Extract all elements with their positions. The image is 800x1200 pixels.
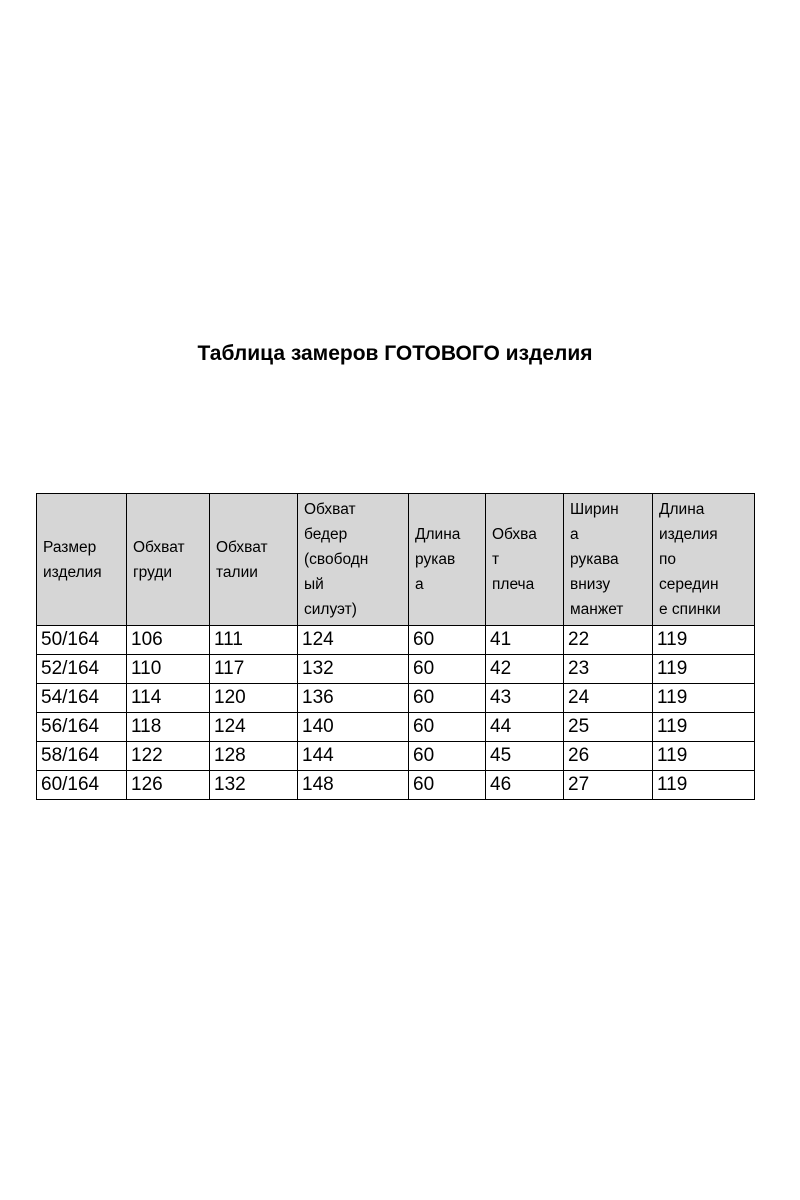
cell-shoulder: 42 [486, 655, 564, 684]
header-row [37, 494, 755, 626]
cell-back-length: 119 [653, 713, 755, 742]
cell-cuff-width: 23 [564, 655, 653, 684]
cell-waist: 132 [210, 771, 298, 800]
cell-chest: 126 [127, 771, 210, 800]
header-hips: Обхват бедер (свободн ый силуэт) [298, 494, 409, 626]
cell-chest: 110 [127, 655, 210, 684]
cell-sleeve-length: 60 [409, 713, 486, 742]
cell-hips: 144 [298, 742, 409, 771]
cell-chest: 114 [127, 684, 210, 713]
cell-hips: 132 [298, 655, 409, 684]
cell-waist: 117 [210, 655, 298, 684]
header-back-length: Длина изделия по середин е спинки [653, 494, 755, 626]
cell-hips: 140 [298, 713, 409, 742]
header-sleeve-length: Длина рукав а [409, 494, 486, 626]
cell-chest: 106 [127, 626, 210, 655]
table-row [37, 742, 755, 771]
size-table [36, 493, 755, 800]
table-row [37, 684, 755, 713]
cell-cuff-width: 24 [564, 684, 653, 713]
cell-sleeve-length: 60 [409, 684, 486, 713]
cell-chest: 118 [127, 713, 210, 742]
cell-sleeve-length: 60 [409, 655, 486, 684]
cell-size: 52/164 [37, 655, 127, 684]
table-row [37, 771, 755, 800]
cell-waist: 128 [210, 742, 298, 771]
cell-waist: 124 [210, 713, 298, 742]
cell-hips: 124 [298, 626, 409, 655]
header-shoulder: Обхва т плеча [486, 494, 564, 626]
cell-waist: 111 [210, 626, 298, 655]
cell-cuff-width: 22 [564, 626, 653, 655]
cell-back-length: 119 [653, 626, 755, 655]
header-size: Размер изделия [37, 494, 127, 626]
cell-sleeve-length: 60 [409, 626, 486, 655]
header-waist: Обхват талии [210, 494, 298, 626]
cell-size: 58/164 [37, 742, 127, 771]
cell-cuff-width: 25 [564, 713, 653, 742]
cell-size: 50/164 [37, 626, 127, 655]
cell-cuff-width: 26 [564, 742, 653, 771]
cell-shoulder: 45 [486, 742, 564, 771]
cell-size: 54/164 [37, 684, 127, 713]
table-row [37, 626, 755, 655]
cell-back-length: 119 [653, 771, 755, 800]
cell-size: 56/164 [37, 713, 127, 742]
table-row [37, 655, 755, 684]
page-title: Таблица замеров ГОТОВОГО изделия [197, 342, 593, 365]
cell-sleeve-length: 60 [409, 742, 486, 771]
header-cuff-width: Ширин а рукава внизу манжет [564, 494, 653, 626]
cell-shoulder: 43 [486, 684, 564, 713]
cell-chest: 122 [127, 742, 210, 771]
table-row [37, 713, 755, 742]
cell-shoulder: 41 [486, 626, 564, 655]
cell-waist: 120 [210, 684, 298, 713]
cell-hips: 148 [298, 771, 409, 800]
header-chest: Обхват груди [127, 494, 210, 626]
cell-sleeve-length: 60 [409, 771, 486, 800]
cell-shoulder: 44 [486, 713, 564, 742]
cell-size: 60/164 [37, 771, 127, 800]
cell-back-length: 119 [653, 655, 755, 684]
cell-back-length: 119 [653, 684, 755, 713]
cell-back-length: 119 [653, 742, 755, 771]
cell-cuff-width: 27 [564, 771, 653, 800]
cell-shoulder: 46 [486, 771, 564, 800]
cell-hips: 136 [298, 684, 409, 713]
